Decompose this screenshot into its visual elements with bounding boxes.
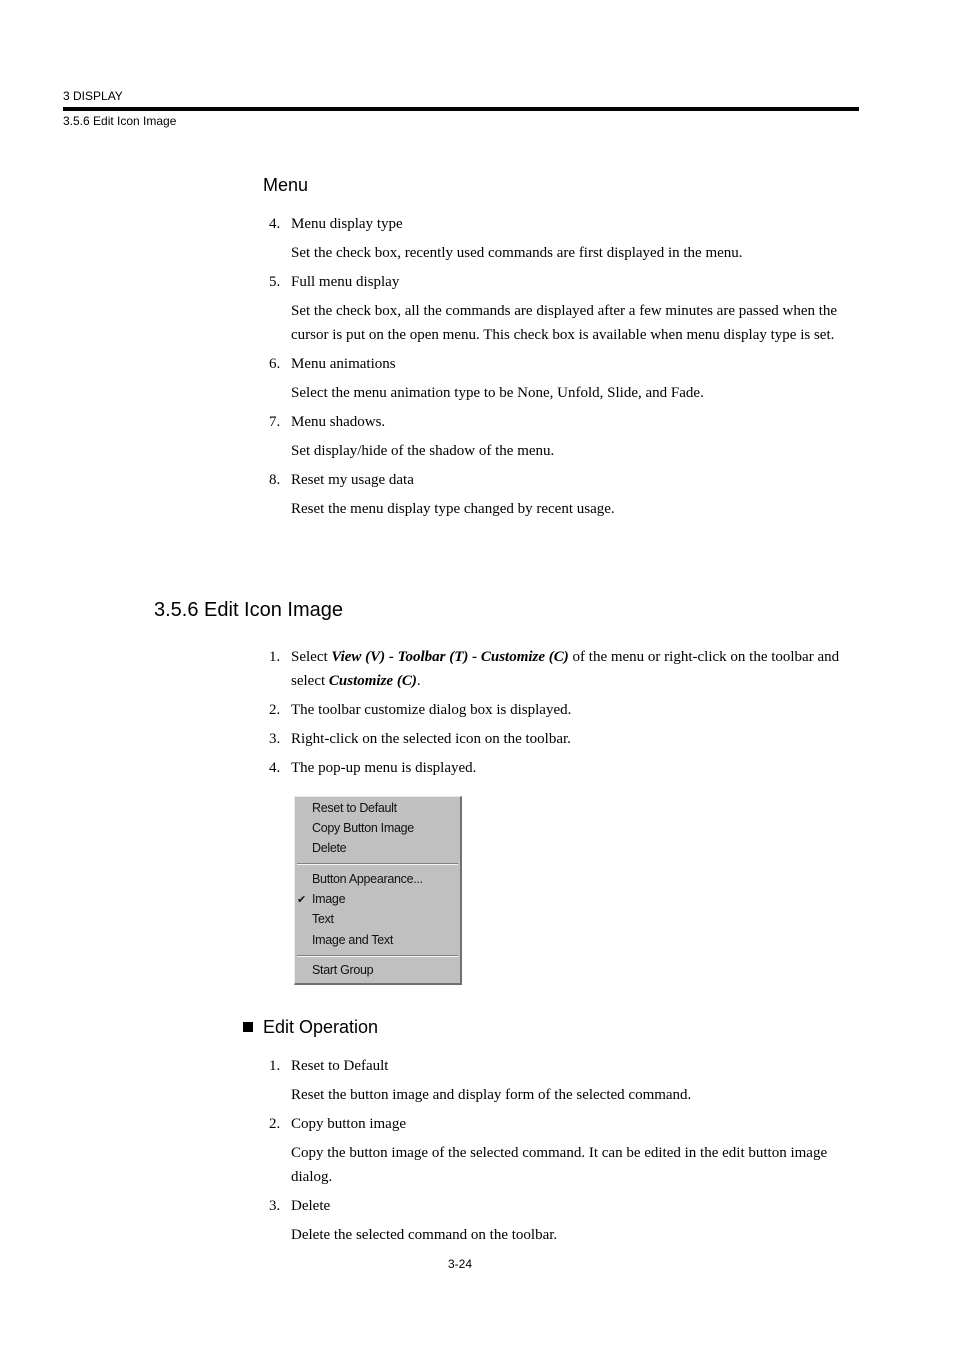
menu-item-text[interactable]: Text <box>312 912 334 926</box>
edit-icon-steps-list <box>263 645 863 780</box>
menu-heading: Menu <box>263 175 309 195</box>
toolbar-popup-menu <box>294 796 462 985</box>
list-item: 7. Menu shadows. Set display/hide of the shadow of the menu. <box>269 414 555 459</box>
menu-options-list <box>263 212 863 521</box>
page-number: 3-24 <box>448 1257 473 1271</box>
header-rule <box>63 107 859 111</box>
square-bullet-icon <box>243 1022 253 1032</box>
list-item: 1. Select View (V) - Toolbar (T) - Customize (C) of the menu or right-click on the toolbar and select Customize (C). <box>269 649 840 689</box>
menu-item-image-and-text[interactable]: Image and Text <box>312 933 394 947</box>
list-item: 8. Reset my usage data Reset the menu display type changed by recent usage. <box>269 472 615 517</box>
list-item: 3. Right-click on the selected icon on the toolbar. <box>269 731 571 747</box>
section-heading-edit-icon-image: 3.5.6 Edit Icon Image <box>154 599 344 621</box>
menu-item-reset-to-default[interactable]: Reset to Default <box>312 801 397 815</box>
edit-operation-list <box>263 1054 863 1247</box>
list-item: 2. The toolbar customize dialog box is displayed. <box>269 702 572 718</box>
list-item: 6. Menu animations Select the menu animation type to be None, Unfold, Slide, and Fade. <box>269 356 704 401</box>
menu-separator <box>297 955 458 957</box>
edit-operation-heading: Edit Operation <box>243 1017 378 1038</box>
list-item: 3. Delete Delete the selected command on the toolbar. <box>269 1198 558 1243</box>
menu-path-view-toolbar-customize: View (V) - Toolbar (T) - Customize (C) <box>331 649 569 665</box>
list-item: 4. The pop-up menu is displayed. <box>269 760 477 776</box>
menu-item-copy-button-image[interactable]: Copy Button Image <box>312 821 414 835</box>
running-header-section: 3.5.6 Edit Icon Image <box>63 114 177 128</box>
list-item: 4. Menu display type Set the check box, recently used commands are first displayed in the menu. <box>269 216 743 261</box>
list-item: 1. Reset to Default Reset the button image and display form of the selected command. <box>269 1058 692 1103</box>
menu-item-start-group[interactable]: Start Group <box>312 963 374 977</box>
menu-item-delete[interactable]: Delete <box>312 841 347 855</box>
list-item: 2. Copy button image Copy the button image of the selected command. It can be edited in the edit button image dialog. <box>269 1116 828 1185</box>
menu-command-customize: Customize (C) <box>328 673 417 689</box>
checkmark-icon: ✔ <box>297 894 307 906</box>
menu-item-button-appearance[interactable]: Button Appearance... <box>312 872 423 886</box>
menu-item-image[interactable]: Image <box>312 892 346 906</box>
list-item: 5. Full menu display Set the check box, all the commands are displayed after a few minutes are passed when the cursor is put on the open menu. This check box is available when menu display type is set. <box>269 274 838 343</box>
running-header-chapter: 3 DISPLAY <box>63 89 123 103</box>
menu-separator <box>297 863 458 865</box>
